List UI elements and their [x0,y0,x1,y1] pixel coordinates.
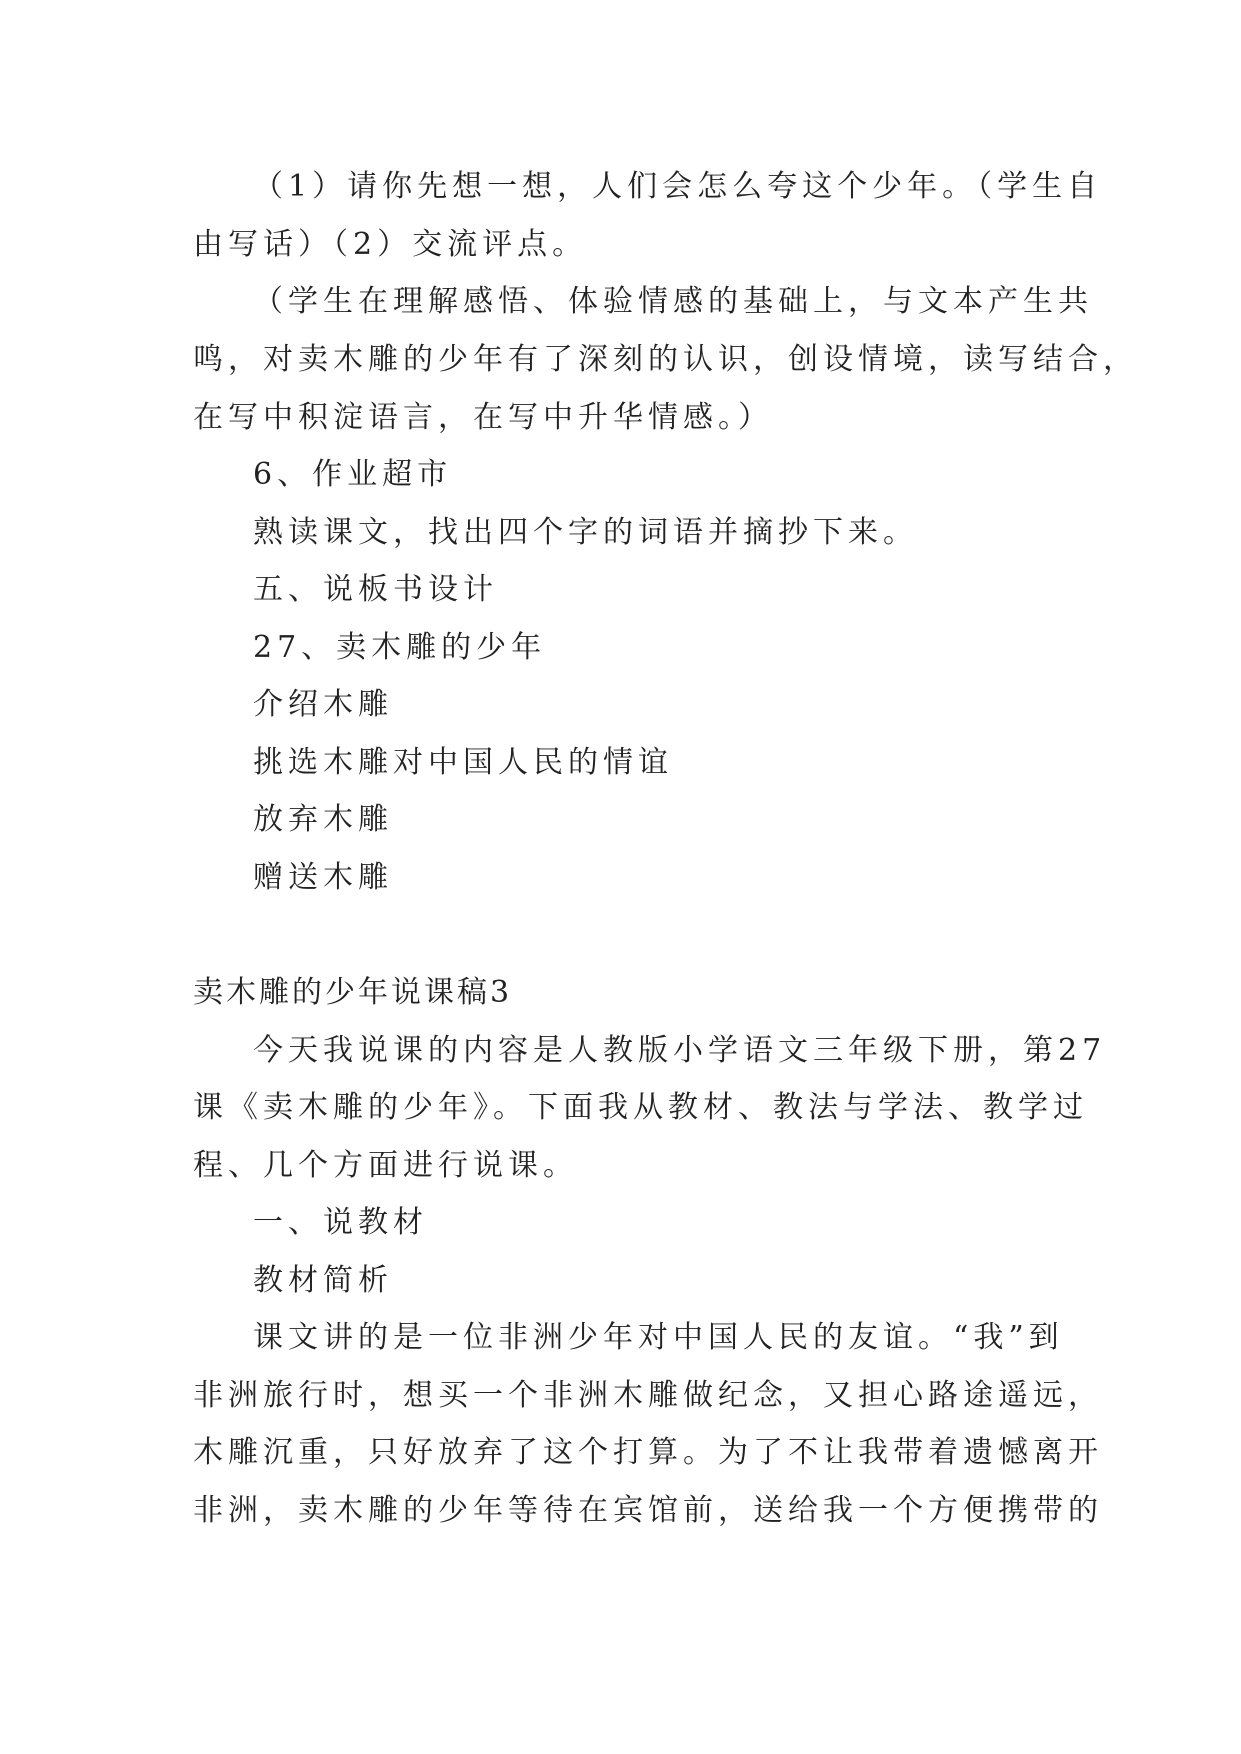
paragraph-line: 非洲，卖木雕的少年等待在宾馆前，送给我一个方便携带的 [193,1493,1103,1528]
paragraph-line: 由写话）（2）交流评点。 [193,227,588,262]
paragraph-line: （学生在理解感悟、体验情感的基础上，与文本产生共 [253,284,1093,319]
section-heading: 一、说教材 [253,1205,428,1240]
board-title: 27、卖木雕的少年 [253,630,547,665]
paragraph-line: 鸣，对卖木雕的少年有了深刻的认识，创设情境，读写结合， [193,342,1138,377]
paragraph-line: 今天我说课的内容是人教版小学语文三年级下册，第27 [253,1033,1107,1068]
document-section-title: 卖木雕的少年说课稿3 [193,975,513,1010]
paragraph-line: 非洲旅行时，想买一个非洲木雕做纪念，又担心路途遥远， [193,1378,1103,1413]
paragraph-line: 在写中积淀语言，在写中升华情感。） [193,400,773,435]
board-item: 介绍木雕 [253,687,393,722]
section-heading: 6、作业超市 [253,457,453,492]
board-item: 挑选木雕对中国人民的情谊 [253,745,673,780]
board-item: 放弃木雕 [253,802,393,837]
paragraph-line: 木雕沉重，只好放弃了这个打算。为了不让我带着遗憾离开 [193,1435,1103,1470]
section-heading: 五、说板书设计 [253,572,498,607]
paragraph-line: 程、几个方面进行说课。 [193,1148,578,1183]
paragraph-line: 熟读课文，找出四个字的词语并摘抄下来。 [253,515,918,550]
paragraph-line: （1）请你先想一想，人们会怎么夸这个少年。（学生自 [253,169,1103,204]
paragraph-line: 课文讲的是一位非洲少年对中国人民的友谊。“我”到 [253,1320,1064,1355]
board-item: 赠送木雕 [253,860,393,895]
subsection-heading: 教材简析 [253,1263,393,1298]
paragraph-line: 课《卖木雕的少年》。下面我从教材、教法与学法、教学过 [193,1090,1088,1125]
